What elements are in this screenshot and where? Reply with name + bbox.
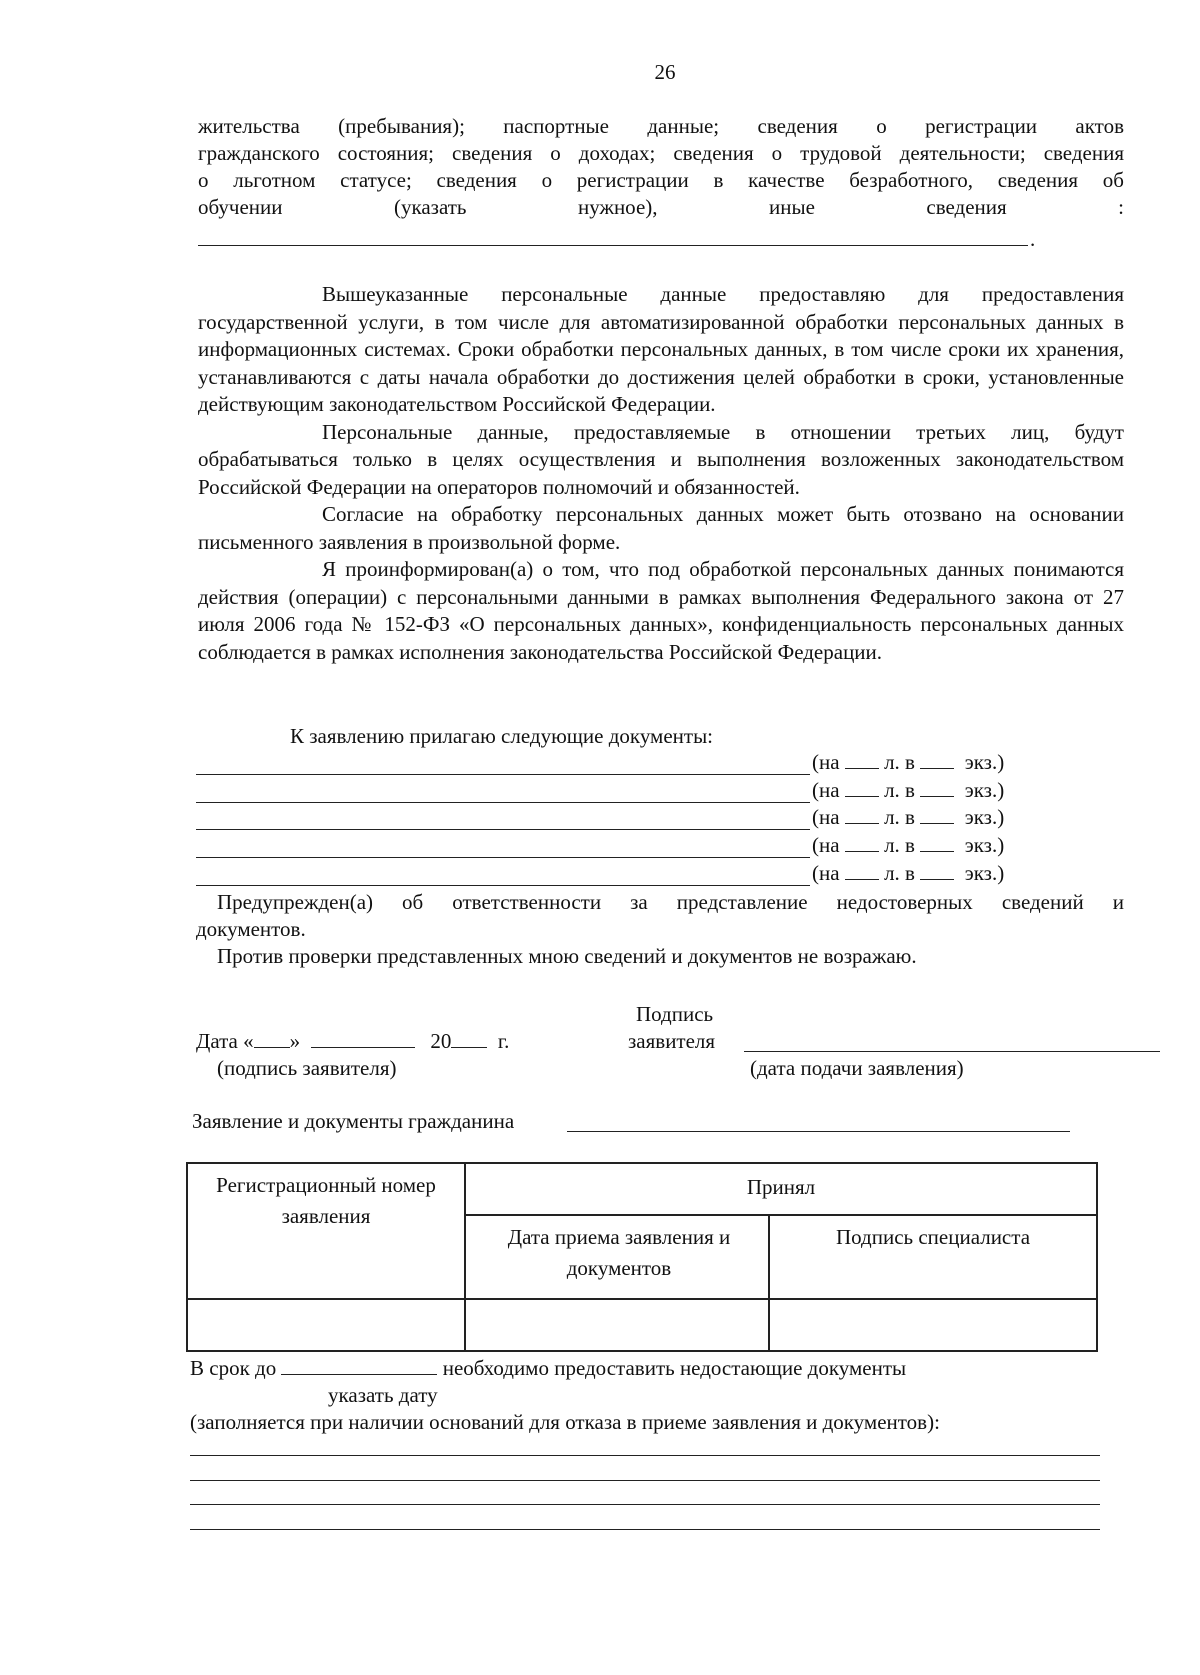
date-field: Дата « » 20 г. (196, 1029, 510, 1053)
attachment-name-line (196, 857, 810, 858)
top-line-3: о льготном статусе; сведения о регистрации в качестве безработного, сведения об (198, 168, 1124, 192)
attachment-name-line (196, 829, 810, 830)
paragraph-informed: Я проинформирован(а) о том, что под обработкой персональных данных понимаются действия (операции) с персональными данными в рамках выполнения Федерального закона от 27 июля 2006 года № 152-ФЗ «О персональных данных», конфиденциальность персональных данных соблюдается в рамках исполнения законодательства Российской Федерации. (198, 557, 1124, 664)
citizen-name-line (567, 1131, 1070, 1132)
attachment-name-line (196, 774, 810, 775)
paragraph-consent-withdrawal: Согласие на обработку персональных данных может быть отозвано на основании письменного заявления в произвольной форме. (198, 502, 1124, 554)
paragraph-processing-purpose: Вышеуказанные персональные данные предоставляю для предоставления государственной услуги, в том числе для автоматизированной обработки персональных данных в информационных системах. Сроки обработки персональных данных, в том числе сроки их хранения, устанавливаются с даты начала обработки до достижения целей обработки в сроки, установленные действующим законодательством Российской Федерации. (198, 282, 1124, 416)
other-info-period: . (1030, 227, 1036, 251)
refusal-reason-line (190, 1529, 1100, 1530)
header-registration-number: Регистрационный номер заявления (216, 1173, 436, 1228)
refusal-reason-line (190, 1480, 1100, 1481)
submission-date-caption: (дата подачи заявления) (750, 1056, 964, 1080)
header-accepted: Принял (746, 1175, 816, 1199)
refusal-reason-line (190, 1455, 1100, 1456)
header-date-received: Дата приема заявления и документов (507, 1225, 731, 1280)
top-line-4: обучении (указать нужное), иные сведения : (198, 195, 1124, 219)
signature-label-top: Подпись (636, 1002, 714, 1026)
attachments-intro: К заявлению прилагаю следующие документы: (290, 724, 714, 748)
warning-line-2: документов. (196, 917, 306, 941)
attachment-name-line (196, 885, 810, 886)
attachment-row: (на л. в экз.) (196, 778, 1036, 806)
page-number: 26 (654, 60, 676, 84)
other-info-blank-line (198, 245, 1028, 246)
refusal-reason-line (190, 1504, 1100, 1505)
consent-paragraphs (198, 281, 1124, 666)
no-objection-text: Против проверки представленных мною сведений и документов не возражаю. (217, 944, 917, 968)
registration-table (186, 1162, 1098, 1352)
signature-label-bottom: заявителя (628, 1029, 716, 1053)
specify-date-caption: указать дату (328, 1383, 438, 1407)
attachment-row: (на л. в экз.) (196, 750, 1036, 778)
top-line-2: гражданского состояния; сведения о доходах; сведения о трудовой деятельности; сведения (198, 141, 1124, 165)
attachment-row: (на л. в экз.) (196, 805, 1036, 833)
applicant-signature-line (744, 1051, 1160, 1052)
attachment-name-line (196, 802, 810, 803)
top-line-1: жительства (пребывания); паспортные данные; сведения о регистрации актов (198, 114, 1124, 138)
header-specialist-signature: Подпись специалиста (835, 1225, 1031, 1249)
warning-line-1: Предупрежден(а) об ответственности за представление недостоверных сведений и (217, 890, 1124, 914)
attachment-row: (на л. в экз.) (196, 833, 1036, 861)
citizen-documents-label: Заявление и документы гражданина (192, 1109, 515, 1133)
signature-caption: (подпись заявителя) (217, 1056, 397, 1080)
attachment-row: (на л. в экз.) (196, 861, 1036, 889)
paragraph-third-parties: Персональные данные, предоставляемые в отношении третьих лиц, будут обрабатываться только в целях осуществления и выполнения возложенных законодательством Российской Федерации на операторов полномочий и обязанностей. (198, 419, 1124, 499)
deadline-line: В срок до необходимо предоставить недостающие документы (190, 1356, 907, 1380)
refusal-note: (заполняется при наличии оснований для отказа в приеме заявления и документов): (190, 1410, 940, 1434)
